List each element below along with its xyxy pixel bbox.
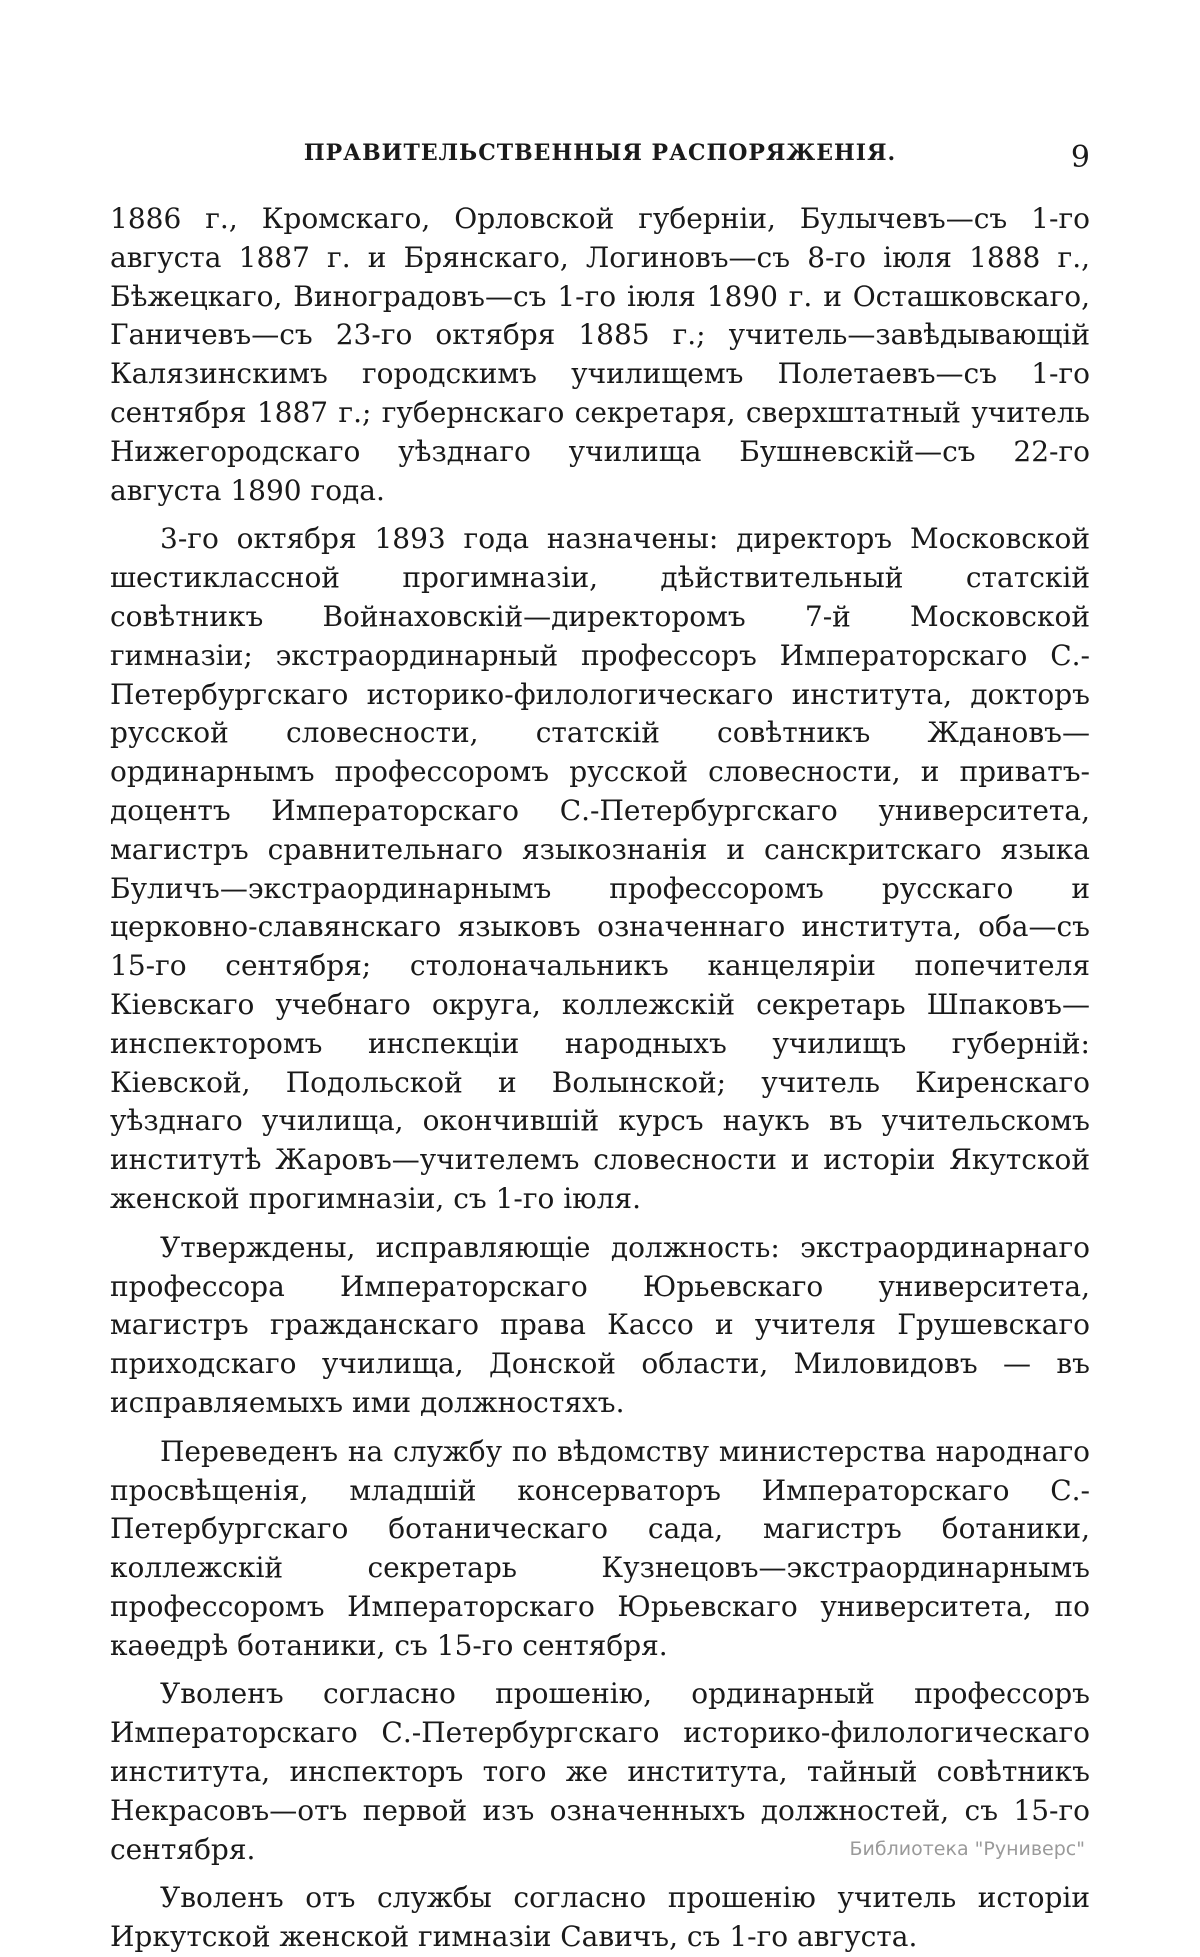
paragraph: Утверждены, исправляющіе должность: экстраординарнаго профессора Императорскаго Юрьевскаго университета, магистръ гражданскаго права Кассо и учителя Грушевскаго приходскаго училища, Донской области, Миловидовъ — въ исправляемыхъ ими должностяхъ. bbox=[110, 1230, 1090, 1419]
body-text bbox=[110, 200, 1090, 1957]
running-title: ПРАВИТЕЛЬСТВЕННЫЯ РАСПОРЯЖЕНІЯ. bbox=[303, 140, 897, 166]
page-header bbox=[110, 140, 1090, 180]
paragraph: Уволенъ согласно прошенію, ординарный профессоръ Императорскаго С.-Петербургскаго историко-филологическаго института, инспекторъ того же института, тайный совѣтникъ Некрасовъ—отъ первой изъ означенныхъ должностей, съ 15-го сентября. bbox=[110, 1677, 1090, 1866]
paragraph: 1886 г., Кромскаго, Орловской губерніи, Булычевъ—съ 1-го августа 1887 г. и Брянскаго, Логиновъ—съ 8-го іюля 1888 г., Бѣжецкаго, Виноградовъ—съ 1-го іюля 1890 г. и Осташковскаго, Ганичевъ—съ 23-го октября 1885 г.; учитель—завѣдывающій Калязинскимъ городскимъ училищемъ Полетаевъ—съ 1-го сентября 1887 г.; губернскаго секретаря, сверхштатный учитель Нижегородскаго уѣзднаго училища Бушневскій—съ 22-го августа 1890 года. bbox=[110, 202, 1090, 507]
paragraph: Переведенъ на службу по вѣдомству министерства народнаго просвѣщенія, младшій консерваторъ Императорскаго С.-Петербургскаго ботаническаго сада, магистръ ботаники, коллежскій секретарь Кузнецовъ—экстраординарнымъ профессоромъ Императорскаго Юрьевскаго университета, по каѳедрѣ ботаники, съ 15-го сентября. bbox=[110, 1434, 1090, 1662]
paragraph: Уволенъ отъ службы согласно прошенію учитель исторіи Иркутской женской гимназіи Савичъ, съ 1-го августа. bbox=[110, 1881, 1090, 1954]
library-watermark: Библиотека "Руниверс" bbox=[849, 1838, 1085, 1860]
page-number: 9 bbox=[1070, 140, 1090, 175]
paragraph: 3-го октября 1893 года назначены: директоръ Московской шестиклассной прогимназіи, дѣйствительный статскій совѣтникъ Войнаховскій—директоромъ 7-й Московской гимназіи; экстраординарный профессоръ Императорскаго С.-Петербургскаго историко-филологическаго института, докторъ русской словесности, статскій совѣтникъ Ждановъ—ординарнымъ профессоромъ русской словесности, и приватъ-доцентъ Императорскаго С.-Петербургскаго университета, магистръ сравнительнаго языкознанія и санскритскаго языка Буличъ—экстраординарнымъ профессоромъ русскаго и церковно-славянскаго языковъ означеннаго института, оба—съ 15-го сентября; столоначальникъ канцеляріи попечителя Кіевскаго учебнаго округа, коллежскій секретарь Шпаковъ—инспекторомъ инспекціи народныхъ училищъ губерній: Кіевской, Подольской и Волынской; учитель Киренскаго уѣзднаго училища, окончившій курсъ наукъ въ учительскомъ институтѣ Жаровъ—учителемъ словесности и исторіи Якутской женской прогимназіи, съ 1-го іюля. bbox=[110, 522, 1090, 1215]
